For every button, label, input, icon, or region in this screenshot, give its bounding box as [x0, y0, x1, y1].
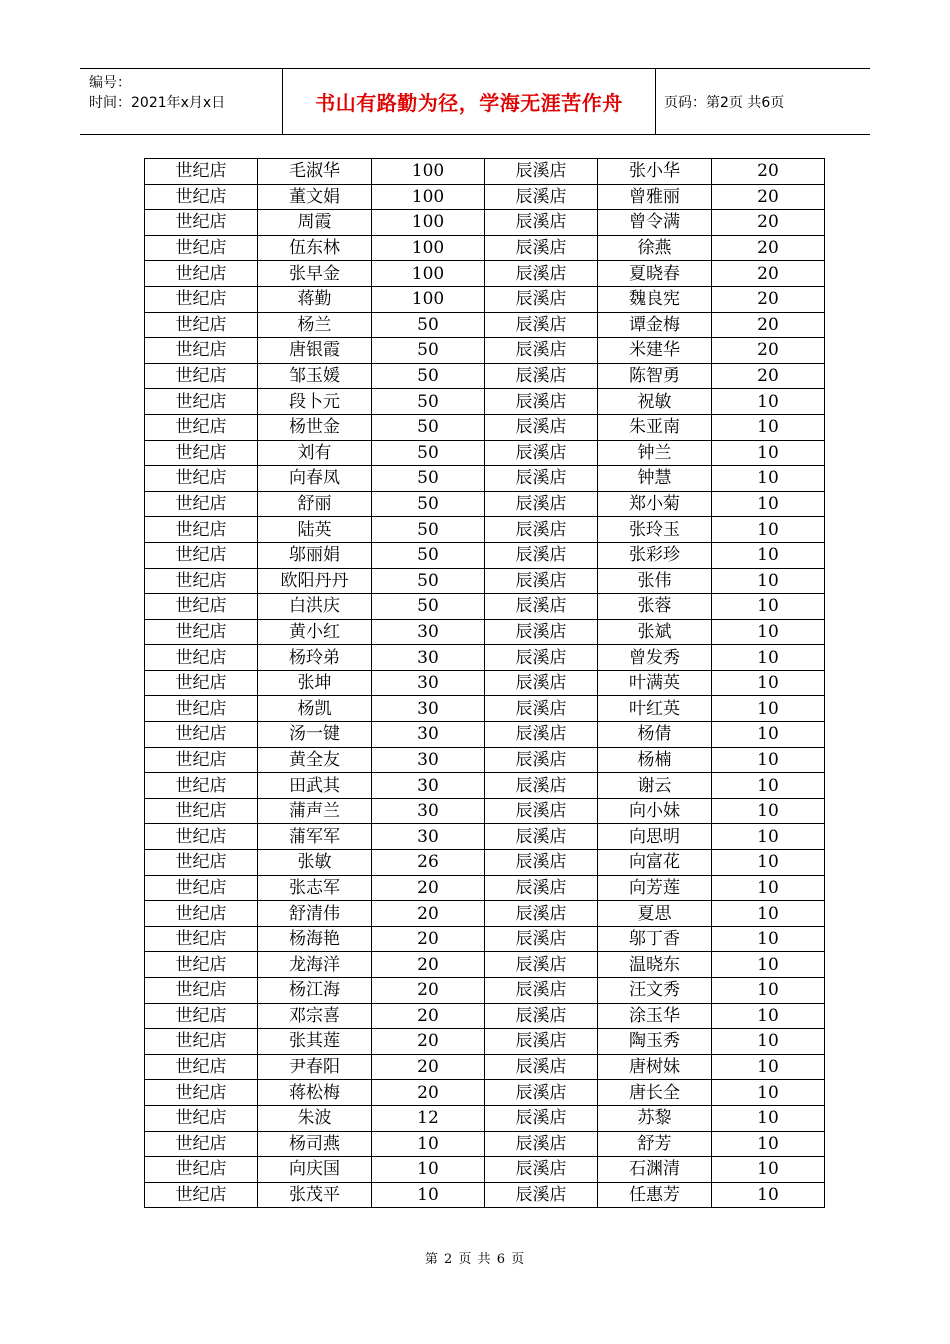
table-row — [145, 926, 825, 952]
amount-b-cell: 20 — [712, 363, 825, 389]
table-row — [145, 850, 825, 876]
name-a-cell: 蒋松梅 — [258, 1080, 372, 1106]
store-a-cell: 世纪店 — [145, 261, 258, 287]
table-row — [145, 722, 825, 748]
name-a-cell: 黄小红 — [258, 619, 372, 645]
amount-a-cell: 30 — [372, 619, 485, 645]
amount-a-cell: 50 — [372, 491, 485, 517]
amount-b-cell: 10 — [712, 850, 825, 876]
name-b-cell: 涂玉华 — [598, 1003, 712, 1029]
amount-b-cell: 10 — [712, 1157, 825, 1183]
amount-b-cell: 10 — [712, 926, 825, 952]
amount-a-cell: 20 — [372, 901, 485, 927]
store-a-cell: 世纪店 — [145, 978, 258, 1004]
amount-a-cell: 30 — [372, 824, 485, 850]
store-b-cell: 辰溪店 — [485, 184, 598, 210]
store-b-cell: 辰溪店 — [485, 286, 598, 312]
store-a-cell: 世纪店 — [145, 1080, 258, 1106]
name-b-cell: 叶满英 — [598, 670, 712, 696]
amount-b-cell: 10 — [712, 773, 825, 799]
store-b-cell: 辰溪店 — [485, 722, 598, 748]
store-a-cell: 世纪店 — [145, 338, 258, 364]
store-a-cell: 世纪店 — [145, 312, 258, 338]
store-a-cell: 世纪店 — [145, 414, 258, 440]
table-row — [145, 542, 825, 568]
store-b-cell: 辰溪店 — [485, 773, 598, 799]
table-row — [145, 1182, 825, 1208]
store-b-cell: 辰溪店 — [485, 978, 598, 1004]
table-row — [145, 1029, 825, 1055]
amount-b-cell: 10 — [712, 542, 825, 568]
amount-b-cell: 10 — [712, 722, 825, 748]
name-b-cell: 张蓉 — [598, 594, 712, 620]
name-b-cell: 夏思 — [598, 901, 712, 927]
amount-b-cell: 10 — [712, 1131, 825, 1157]
amount-a-cell: 20 — [372, 978, 485, 1004]
name-a-cell: 田武其 — [258, 773, 372, 799]
amount-b-cell: 10 — [712, 389, 825, 415]
amount-a-cell: 50 — [372, 389, 485, 415]
store-b-cell: 辰溪店 — [485, 517, 598, 543]
table-row — [145, 1080, 825, 1106]
amount-b-cell: 20 — [712, 184, 825, 210]
name-a-cell: 刘有 — [258, 440, 372, 466]
table-row — [145, 824, 825, 850]
amount-a-cell: 50 — [372, 517, 485, 543]
amount-a-cell: 10 — [372, 1131, 485, 1157]
amount-b-cell: 10 — [712, 1054, 825, 1080]
table-row — [145, 568, 825, 594]
table-row — [145, 1131, 825, 1157]
name-a-cell: 蒋勤 — [258, 286, 372, 312]
table-row — [145, 594, 825, 620]
amount-a-cell: 100 — [372, 286, 485, 312]
name-a-cell: 张茂平 — [258, 1182, 372, 1208]
amount-b-cell: 10 — [712, 594, 825, 620]
store-b-cell: 辰溪店 — [485, 312, 598, 338]
store-b-cell: 辰溪店 — [485, 747, 598, 773]
store-a-cell: 世纪店 — [145, 773, 258, 799]
name-b-cell: 向小妹 — [598, 798, 712, 824]
table-row — [145, 1003, 825, 1029]
store-b-cell: 辰溪店 — [485, 696, 598, 722]
name-b-cell: 朱亚南 — [598, 414, 712, 440]
store-b-cell: 辰溪店 — [485, 824, 598, 850]
name-a-cell: 伍东林 — [258, 235, 372, 261]
amount-b-cell: 10 — [712, 1105, 825, 1131]
table-row — [145, 440, 825, 466]
store-a-cell: 世纪店 — [145, 1003, 258, 1029]
name-b-cell: 邬丁香 — [598, 926, 712, 952]
name-b-cell: 张玲玉 — [598, 517, 712, 543]
amount-b-cell: 10 — [712, 568, 825, 594]
amount-a-cell: 12 — [372, 1105, 485, 1131]
store-a-cell: 世纪店 — [145, 1054, 258, 1080]
store-b-cell: 辰溪店 — [485, 1003, 598, 1029]
amount-a-cell: 30 — [372, 722, 485, 748]
store-b-cell: 辰溪店 — [485, 414, 598, 440]
store-a-cell: 世纪店 — [145, 517, 258, 543]
store-a-cell: 世纪店 — [145, 824, 258, 850]
store-a-cell: 世纪店 — [145, 747, 258, 773]
table-row — [145, 184, 825, 210]
amount-a-cell: 100 — [372, 210, 485, 236]
table-row — [145, 978, 825, 1004]
name-b-cell: 徐燕 — [598, 235, 712, 261]
amount-a-cell: 30 — [372, 798, 485, 824]
name-b-cell: 向富花 — [598, 850, 712, 876]
name-b-cell: 张彩珍 — [598, 542, 712, 568]
amount-b-cell: 10 — [712, 747, 825, 773]
amount-b-cell: 10 — [712, 645, 825, 671]
store-b-cell: 辰溪店 — [485, 542, 598, 568]
table-row — [145, 773, 825, 799]
table-row — [145, 1054, 825, 1080]
store-a-cell: 世纪店 — [145, 722, 258, 748]
amount-b-cell: 10 — [712, 901, 825, 927]
store-a-cell: 世纪店 — [145, 670, 258, 696]
document-date-label: 时间：2021年x月x日 — [89, 95, 226, 111]
table-row — [145, 901, 825, 927]
name-a-cell: 汤一键 — [258, 722, 372, 748]
name-b-cell: 曾雅丽 — [598, 184, 712, 210]
name-b-cell: 谭金梅 — [598, 312, 712, 338]
document-number-label: 编号： — [89, 75, 131, 91]
table-row — [145, 1157, 825, 1183]
amount-a-cell: 10 — [372, 1182, 485, 1208]
amount-a-cell: 20 — [372, 875, 485, 901]
store-a-cell: 世纪店 — [145, 542, 258, 568]
amount-b-cell: 20 — [712, 338, 825, 364]
name-a-cell: 陆英 — [258, 517, 372, 543]
amount-a-cell: 30 — [372, 645, 485, 671]
amount-a-cell: 20 — [372, 926, 485, 952]
amount-b-cell: 20 — [712, 210, 825, 236]
amount-b-cell: 10 — [712, 440, 825, 466]
name-b-cell: 张伟 — [598, 568, 712, 594]
amount-a-cell: 30 — [372, 696, 485, 722]
amount-a-cell: 50 — [372, 594, 485, 620]
store-b-cell: 辰溪店 — [485, 798, 598, 824]
name-a-cell: 杨兰 — [258, 312, 372, 338]
amount-b-cell: 10 — [712, 1182, 825, 1208]
store-b-cell: 辰溪店 — [485, 568, 598, 594]
store-a-cell: 世纪店 — [145, 568, 258, 594]
name-b-cell: 石渊清 — [598, 1157, 712, 1183]
name-a-cell: 董文娟 — [258, 184, 372, 210]
store-a-cell: 世纪店 — [145, 1182, 258, 1208]
store-a-cell: 世纪店 — [145, 286, 258, 312]
name-a-cell: 蒲军军 — [258, 824, 372, 850]
amount-b-cell: 10 — [712, 696, 825, 722]
store-a-cell: 世纪店 — [145, 1105, 258, 1131]
name-b-cell: 张斌 — [598, 619, 712, 645]
amount-b-cell: 10 — [712, 619, 825, 645]
table-row — [145, 619, 825, 645]
name-a-cell: 张敏 — [258, 850, 372, 876]
amount-a-cell: 26 — [372, 850, 485, 876]
store-b-cell: 辰溪店 — [485, 159, 598, 185]
store-a-cell: 世纪店 — [145, 1157, 258, 1183]
header-page-info: 页码：第2页 共6页 — [664, 94, 785, 111]
name-b-cell: 杨倩 — [598, 722, 712, 748]
amount-a-cell: 30 — [372, 773, 485, 799]
store-a-cell: 世纪店 — [145, 926, 258, 952]
amount-b-cell: 10 — [712, 517, 825, 543]
store-b-cell: 辰溪店 — [485, 389, 598, 415]
store-b-cell: 辰溪店 — [485, 440, 598, 466]
name-a-cell: 蒲声兰 — [258, 798, 372, 824]
name-a-cell: 张志军 — [258, 875, 372, 901]
store-a-cell: 世纪店 — [145, 389, 258, 415]
store-b-cell: 辰溪店 — [485, 363, 598, 389]
table-row — [145, 210, 825, 236]
store-a-cell: 世纪店 — [145, 850, 258, 876]
amount-b-cell: 20 — [712, 235, 825, 261]
store-b-cell: 辰溪店 — [485, 235, 598, 261]
amount-b-cell: 10 — [712, 491, 825, 517]
table-row — [145, 952, 825, 978]
table-row — [145, 645, 825, 671]
name-b-cell: 杨楠 — [598, 747, 712, 773]
amount-b-cell: 10 — [712, 824, 825, 850]
amount-a-cell: 50 — [372, 414, 485, 440]
name-b-cell: 米建华 — [598, 338, 712, 364]
table-row — [145, 1105, 825, 1131]
amount-a-cell: 50 — [372, 338, 485, 364]
table-row — [145, 159, 825, 185]
name-a-cell: 张早金 — [258, 261, 372, 287]
store-a-cell: 世纪店 — [145, 901, 258, 927]
store-b-cell: 辰溪店 — [485, 210, 598, 236]
name-a-cell: 唐银霞 — [258, 338, 372, 364]
amount-b-cell: 10 — [712, 1080, 825, 1106]
store-b-cell: 辰溪店 — [485, 594, 598, 620]
name-b-cell: 钟兰 — [598, 440, 712, 466]
name-b-cell: 唐长全 — [598, 1080, 712, 1106]
store-b-cell: 辰溪店 — [485, 466, 598, 492]
store-a-cell: 世纪店 — [145, 952, 258, 978]
table-row — [145, 670, 825, 696]
store-a-cell: 世纪店 — [145, 363, 258, 389]
amount-b-cell: 20 — [712, 286, 825, 312]
store-a-cell: 世纪店 — [145, 466, 258, 492]
name-a-cell: 杨司燕 — [258, 1131, 372, 1157]
store-a-cell: 世纪店 — [145, 210, 258, 236]
store-b-cell: 辰溪店 — [485, 875, 598, 901]
table-row — [145, 491, 825, 517]
name-b-cell: 苏黎 — [598, 1105, 712, 1131]
name-a-cell: 尹春阳 — [258, 1054, 372, 1080]
name-b-cell: 温晓东 — [598, 952, 712, 978]
name-b-cell: 汪文秀 — [598, 978, 712, 1004]
name-b-cell: 陈智勇 — [598, 363, 712, 389]
amount-a-cell: 10 — [372, 1157, 485, 1183]
amount-a-cell: 50 — [372, 363, 485, 389]
store-a-cell: 世纪店 — [145, 440, 258, 466]
store-a-cell: 世纪店 — [145, 1029, 258, 1055]
amount-b-cell: 20 — [712, 312, 825, 338]
name-b-cell: 唐树妹 — [598, 1054, 712, 1080]
store-b-cell: 辰溪店 — [485, 1182, 598, 1208]
table-row — [145, 235, 825, 261]
store-b-cell: 辰溪店 — [485, 901, 598, 927]
amount-a-cell: 50 — [372, 440, 485, 466]
name-a-cell: 张其莲 — [258, 1029, 372, 1055]
store-b-cell: 辰溪店 — [485, 1157, 598, 1183]
amount-a-cell: 100 — [372, 184, 485, 210]
header-meta — [80, 69, 282, 134]
store-a-cell: 世纪店 — [145, 1131, 258, 1157]
name-b-cell: 任惠芳 — [598, 1182, 712, 1208]
table-row — [145, 261, 825, 287]
roster-table-body — [145, 159, 825, 1208]
amount-a-cell: 30 — [372, 747, 485, 773]
store-a-cell: 世纪店 — [145, 184, 258, 210]
name-a-cell: 龙海洋 — [258, 952, 372, 978]
amount-b-cell: 10 — [712, 1003, 825, 1029]
name-b-cell: 魏良宪 — [598, 286, 712, 312]
name-a-cell: 周霞 — [258, 210, 372, 236]
name-a-cell: 毛淑华 — [258, 159, 372, 185]
store-b-cell: 辰溪店 — [485, 261, 598, 287]
amount-a-cell: 50 — [372, 542, 485, 568]
name-b-cell: 向思明 — [598, 824, 712, 850]
name-a-cell: 白洪庆 — [258, 594, 372, 620]
store-b-cell: 辰溪店 — [485, 1029, 598, 1055]
name-a-cell: 舒清伟 — [258, 901, 372, 927]
amount-a-cell: 50 — [372, 568, 485, 594]
name-a-cell: 向春凤 — [258, 466, 372, 492]
store-b-cell: 辰溪店 — [485, 670, 598, 696]
amount-a-cell: 50 — [372, 312, 485, 338]
amount-b-cell: 10 — [712, 414, 825, 440]
name-a-cell: 邓宗喜 — [258, 1003, 372, 1029]
amount-a-cell: 20 — [372, 1029, 485, 1055]
store-a-cell: 世纪店 — [145, 491, 258, 517]
name-a-cell: 杨世金 — [258, 414, 372, 440]
amount-b-cell: 10 — [712, 466, 825, 492]
amount-b-cell: 10 — [712, 798, 825, 824]
store-a-cell: 世纪店 — [145, 696, 258, 722]
store-b-cell: 辰溪店 — [485, 1105, 598, 1131]
store-b-cell: 辰溪店 — [485, 926, 598, 952]
store-b-cell: 辰溪店 — [485, 1131, 598, 1157]
name-a-cell: 杨海艳 — [258, 926, 372, 952]
amount-a-cell: 100 — [372, 159, 485, 185]
table-row — [145, 389, 825, 415]
name-a-cell: 杨玲弟 — [258, 645, 372, 671]
name-a-cell: 邬丽娟 — [258, 542, 372, 568]
amount-b-cell: 20 — [712, 159, 825, 185]
page-header — [80, 68, 870, 135]
amount-b-cell: 10 — [712, 952, 825, 978]
name-a-cell: 段卜元 — [258, 389, 372, 415]
name-a-cell: 舒丽 — [258, 491, 372, 517]
store-b-cell: 辰溪店 — [485, 952, 598, 978]
amount-a-cell: 30 — [372, 670, 485, 696]
amount-a-cell: 20 — [372, 1054, 485, 1080]
store-b-cell: 辰溪店 — [485, 645, 598, 671]
name-b-cell: 夏晓春 — [598, 261, 712, 287]
name-b-cell: 向芳莲 — [598, 875, 712, 901]
roster-table — [144, 158, 825, 1208]
amount-b-cell: 10 — [712, 978, 825, 1004]
amount-b-cell: 10 — [712, 875, 825, 901]
name-a-cell: 邹玉媛 — [258, 363, 372, 389]
table-row — [145, 312, 825, 338]
store-a-cell: 世纪店 — [145, 645, 258, 671]
amount-a-cell: 20 — [372, 1003, 485, 1029]
store-b-cell: 辰溪店 — [485, 619, 598, 645]
name-b-cell: 曾令满 — [598, 210, 712, 236]
store-a-cell: 世纪店 — [145, 875, 258, 901]
amount-a-cell: 20 — [372, 1080, 485, 1106]
store-a-cell: 世纪店 — [145, 619, 258, 645]
store-a-cell: 世纪店 — [145, 159, 258, 185]
store-a-cell: 世纪店 — [145, 798, 258, 824]
header-motto-cell — [282, 69, 656, 134]
name-b-cell: 曾发秀 — [598, 645, 712, 671]
name-b-cell: 谢云 — [598, 773, 712, 799]
table-row — [145, 747, 825, 773]
store-b-cell: 辰溪店 — [485, 491, 598, 517]
amount-a-cell: 100 — [372, 235, 485, 261]
store-b-cell: 辰溪店 — [485, 338, 598, 364]
name-b-cell: 钟慧 — [598, 466, 712, 492]
table-row — [145, 696, 825, 722]
table-row — [145, 875, 825, 901]
table-row — [145, 414, 825, 440]
store-b-cell: 辰溪店 — [485, 1054, 598, 1080]
amount-b-cell: 10 — [712, 1029, 825, 1055]
name-a-cell: 张坤 — [258, 670, 372, 696]
table-row — [145, 798, 825, 824]
name-b-cell: 张小华 — [598, 159, 712, 185]
table-row — [145, 517, 825, 543]
name-b-cell: 舒芳 — [598, 1131, 712, 1157]
name-b-cell: 叶红英 — [598, 696, 712, 722]
amount-b-cell: 20 — [712, 261, 825, 287]
name-a-cell: 向庆国 — [258, 1157, 372, 1183]
amount-a-cell: 50 — [372, 466, 485, 492]
store-b-cell: 辰溪店 — [485, 850, 598, 876]
name-a-cell: 黄全友 — [258, 747, 372, 773]
header-motto: 书山有路勤为径，学海无涯苦作舟 — [315, 91, 623, 115]
page-footer: 第 2 页 共 6 页 — [424, 1252, 526, 1267]
store-a-cell: 世纪店 — [145, 594, 258, 620]
amount-a-cell: 20 — [372, 952, 485, 978]
name-b-cell: 陶玉秀 — [598, 1029, 712, 1055]
name-a-cell: 杨江海 — [258, 978, 372, 1004]
amount-a-cell: 100 — [372, 261, 485, 287]
name-a-cell: 欧阳丹丹 — [258, 568, 372, 594]
name-a-cell: 杨凯 — [258, 696, 372, 722]
name-b-cell: 祝敏 — [598, 389, 712, 415]
store-a-cell: 世纪店 — [145, 235, 258, 261]
name-b-cell: 郑小菊 — [598, 491, 712, 517]
table-row — [145, 363, 825, 389]
table-row — [145, 466, 825, 492]
store-b-cell: 辰溪店 — [485, 1080, 598, 1106]
table-row — [145, 338, 825, 364]
name-a-cell: 朱波 — [258, 1105, 372, 1131]
table-row — [145, 286, 825, 312]
amount-b-cell: 10 — [712, 670, 825, 696]
